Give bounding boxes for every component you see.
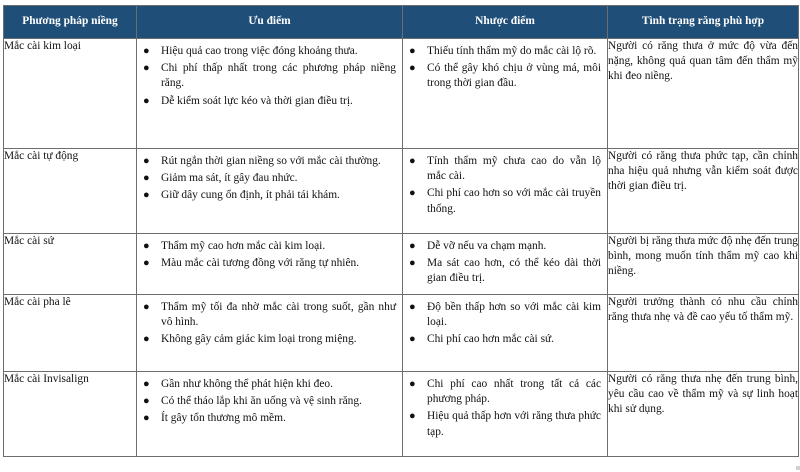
- bullet-icon: ●: [143, 257, 150, 270]
- comparison-table-wrapper: [3, 5, 798, 457]
- bullet-icon: ●: [143, 395, 150, 408]
- cons-cell: [403, 149, 608, 234]
- pros-item: ● Ít gây tổn thương mô mềm.: [161, 411, 396, 426]
- bullet-icon: ●: [409, 45, 416, 57]
- bullet-icon: ●: [143, 94, 150, 107]
- table-row: [4, 39, 799, 149]
- bullet-icon: ●: [409, 187, 416, 200]
- cons-item: ● Tính thẩm mỹ chưa cao do vẫn lộ mắc cài.: [409, 155, 601, 183]
- braces-comparison-table: [3, 5, 799, 457]
- header-pros: Ưu điểm: [137, 6, 403, 39]
- cons-item: ● Thiếu tính thẩm mỹ do mắc cài lộ rõ.: [427, 44, 601, 59]
- bullet-icon: ●: [143, 172, 150, 185]
- table-row: [4, 234, 799, 295]
- pros-item: ● Có thể tháo lắp khi ăn uống và vệ sinh răng.: [161, 394, 396, 409]
- pros-item: ● Màu mắc cài tương đồng với răng tự nhiên.: [161, 256, 396, 271]
- cons-cell: [403, 39, 608, 149]
- bullet-icon: ●: [143, 240, 150, 252]
- cons-cell: [403, 234, 608, 295]
- bullet-icon: ●: [409, 62, 416, 75]
- bullet-icon: ●: [409, 240, 416, 252]
- pros-item: ● Gần như không thể phát hiện khi đeo.: [161, 377, 396, 392]
- suitable-cell: Người có răng thưa phức tạp, cần chỉnh nha hiệu quả nhưng vẫn kiểm soát được thời gian điều trị.: [608, 149, 799, 234]
- cons-cell: [403, 295, 608, 372]
- suitable-cell: Người trưởng thành có nhu cầu chỉnh răng thưa nhẹ và đề cao yếu tố thẩm mỹ.: [608, 295, 799, 372]
- method-cell: Mắc cài kim loại: [4, 39, 137, 149]
- pros-item: ● Rút ngắn thời gian niềng so với mắc cài thường.: [161, 154, 396, 169]
- bullet-icon: ●: [409, 155, 416, 167]
- pros-item: ● Chi phí thấp nhất trong các phương pháp niềng răng.: [143, 62, 396, 90]
- bullet-icon: ●: [409, 410, 416, 423]
- cons-item: ● Chi phí cao nhất trong tất cả các phương pháp.: [409, 378, 601, 406]
- method-cell: Mắc cài Invisalign: [4, 372, 137, 457]
- cons-item: ● Ma sát cao hơn, có thể kéo dài thời gian điều trị.: [409, 257, 601, 285]
- bullet-icon: ●: [143, 301, 150, 313]
- cons-item: ● Chi phí cao hơn so với mắc cài truyền thống.: [409, 187, 601, 215]
- cons-item: ● Có thể gây khó chịu ở vùng má, môi trong thời gian đầu.: [409, 62, 601, 90]
- pros-cell: [137, 234, 403, 295]
- pros-cell: [137, 39, 403, 149]
- bullet-icon: ●: [143, 378, 150, 390]
- cons-item: ● Dễ vỡ nếu va chạm mạnh.: [427, 239, 601, 254]
- table-row: [4, 295, 799, 372]
- pros-cell: [137, 149, 403, 234]
- pros-item: ● Thẩm mỹ tối đa nhờ mắc cài trong suốt, gần như vô hình.: [143, 301, 396, 329]
- method-cell: Mắc cài tự động: [4, 149, 137, 234]
- header-suitable: Tình trạng răng phù hợp: [608, 6, 799, 39]
- bullet-icon: ●: [409, 257, 416, 270]
- bullet-icon: ●: [143, 333, 150, 346]
- cons-item: ● Hiệu quả thấp hơn với răng thưa phức tạp.: [409, 410, 601, 438]
- bullet-icon: ●: [409, 301, 416, 313]
- table-row: [4, 372, 799, 457]
- pros-cell: [137, 295, 403, 372]
- pros-cell: [137, 372, 403, 457]
- bullet-icon: ●: [409, 333, 416, 346]
- cons-item: ● Chi phí cao hơn mắc cài sứ.: [427, 332, 601, 347]
- pros-item: ● Giảm ma sát, ít gây đau nhức.: [161, 171, 396, 186]
- pros-item: ● Dễ kiểm soát lực kéo và thời gian điều trị.: [161, 94, 396, 109]
- table-row: [4, 149, 799, 234]
- pros-item: ● Thẩm mỹ cao hơn mắc cài kim loại.: [161, 239, 396, 254]
- bullet-icon: ●: [143, 45, 150, 57]
- header-cons: Nhược điểm: [403, 6, 608, 39]
- bullet-icon: ●: [409, 378, 416, 390]
- pros-item: ● Hiệu quả cao trong việc đóng khoảng thưa.: [161, 44, 396, 59]
- cons-cell: [403, 372, 608, 457]
- suitable-cell: Người có răng thưa ở mức độ vừa đến nặng, không quá quan tâm đến thẩm mỹ khi đeo niềng.: [608, 39, 799, 149]
- bullet-icon: ●: [143, 189, 150, 202]
- bullet-icon: ●: [143, 62, 150, 75]
- header-row: [4, 6, 799, 39]
- cons-item: ● Độ bền thấp hơn so với mắc cài kim loại.: [409, 301, 601, 329]
- header-method: Phương pháp niềng: [4, 6, 137, 39]
- suitable-cell: Người có răng thưa nhẹ đến trung bình, yêu cầu cao về thẩm mỹ và sự linh hoạt khi sử dụng.: [608, 372, 799, 457]
- pros-item: ● Không gây cảm giác kim loại trong miệng.: [161, 332, 396, 347]
- suitable-cell: Người bị răng thưa mức độ nhẹ đến trung bình, mong muốn tính thẩm mỹ cao khi niềng.: [608, 234, 799, 295]
- pros-item: ● Giữ dây cung ổn định, ít phải tái khám.: [161, 188, 396, 203]
- corner-mark: [796, 466, 800, 470]
- method-cell: Mắc cài pha lê: [4, 295, 137, 372]
- bullet-icon: ●: [143, 155, 150, 167]
- bullet-icon: ●: [143, 412, 150, 425]
- method-cell: Mắc cài sứ: [4, 234, 137, 295]
